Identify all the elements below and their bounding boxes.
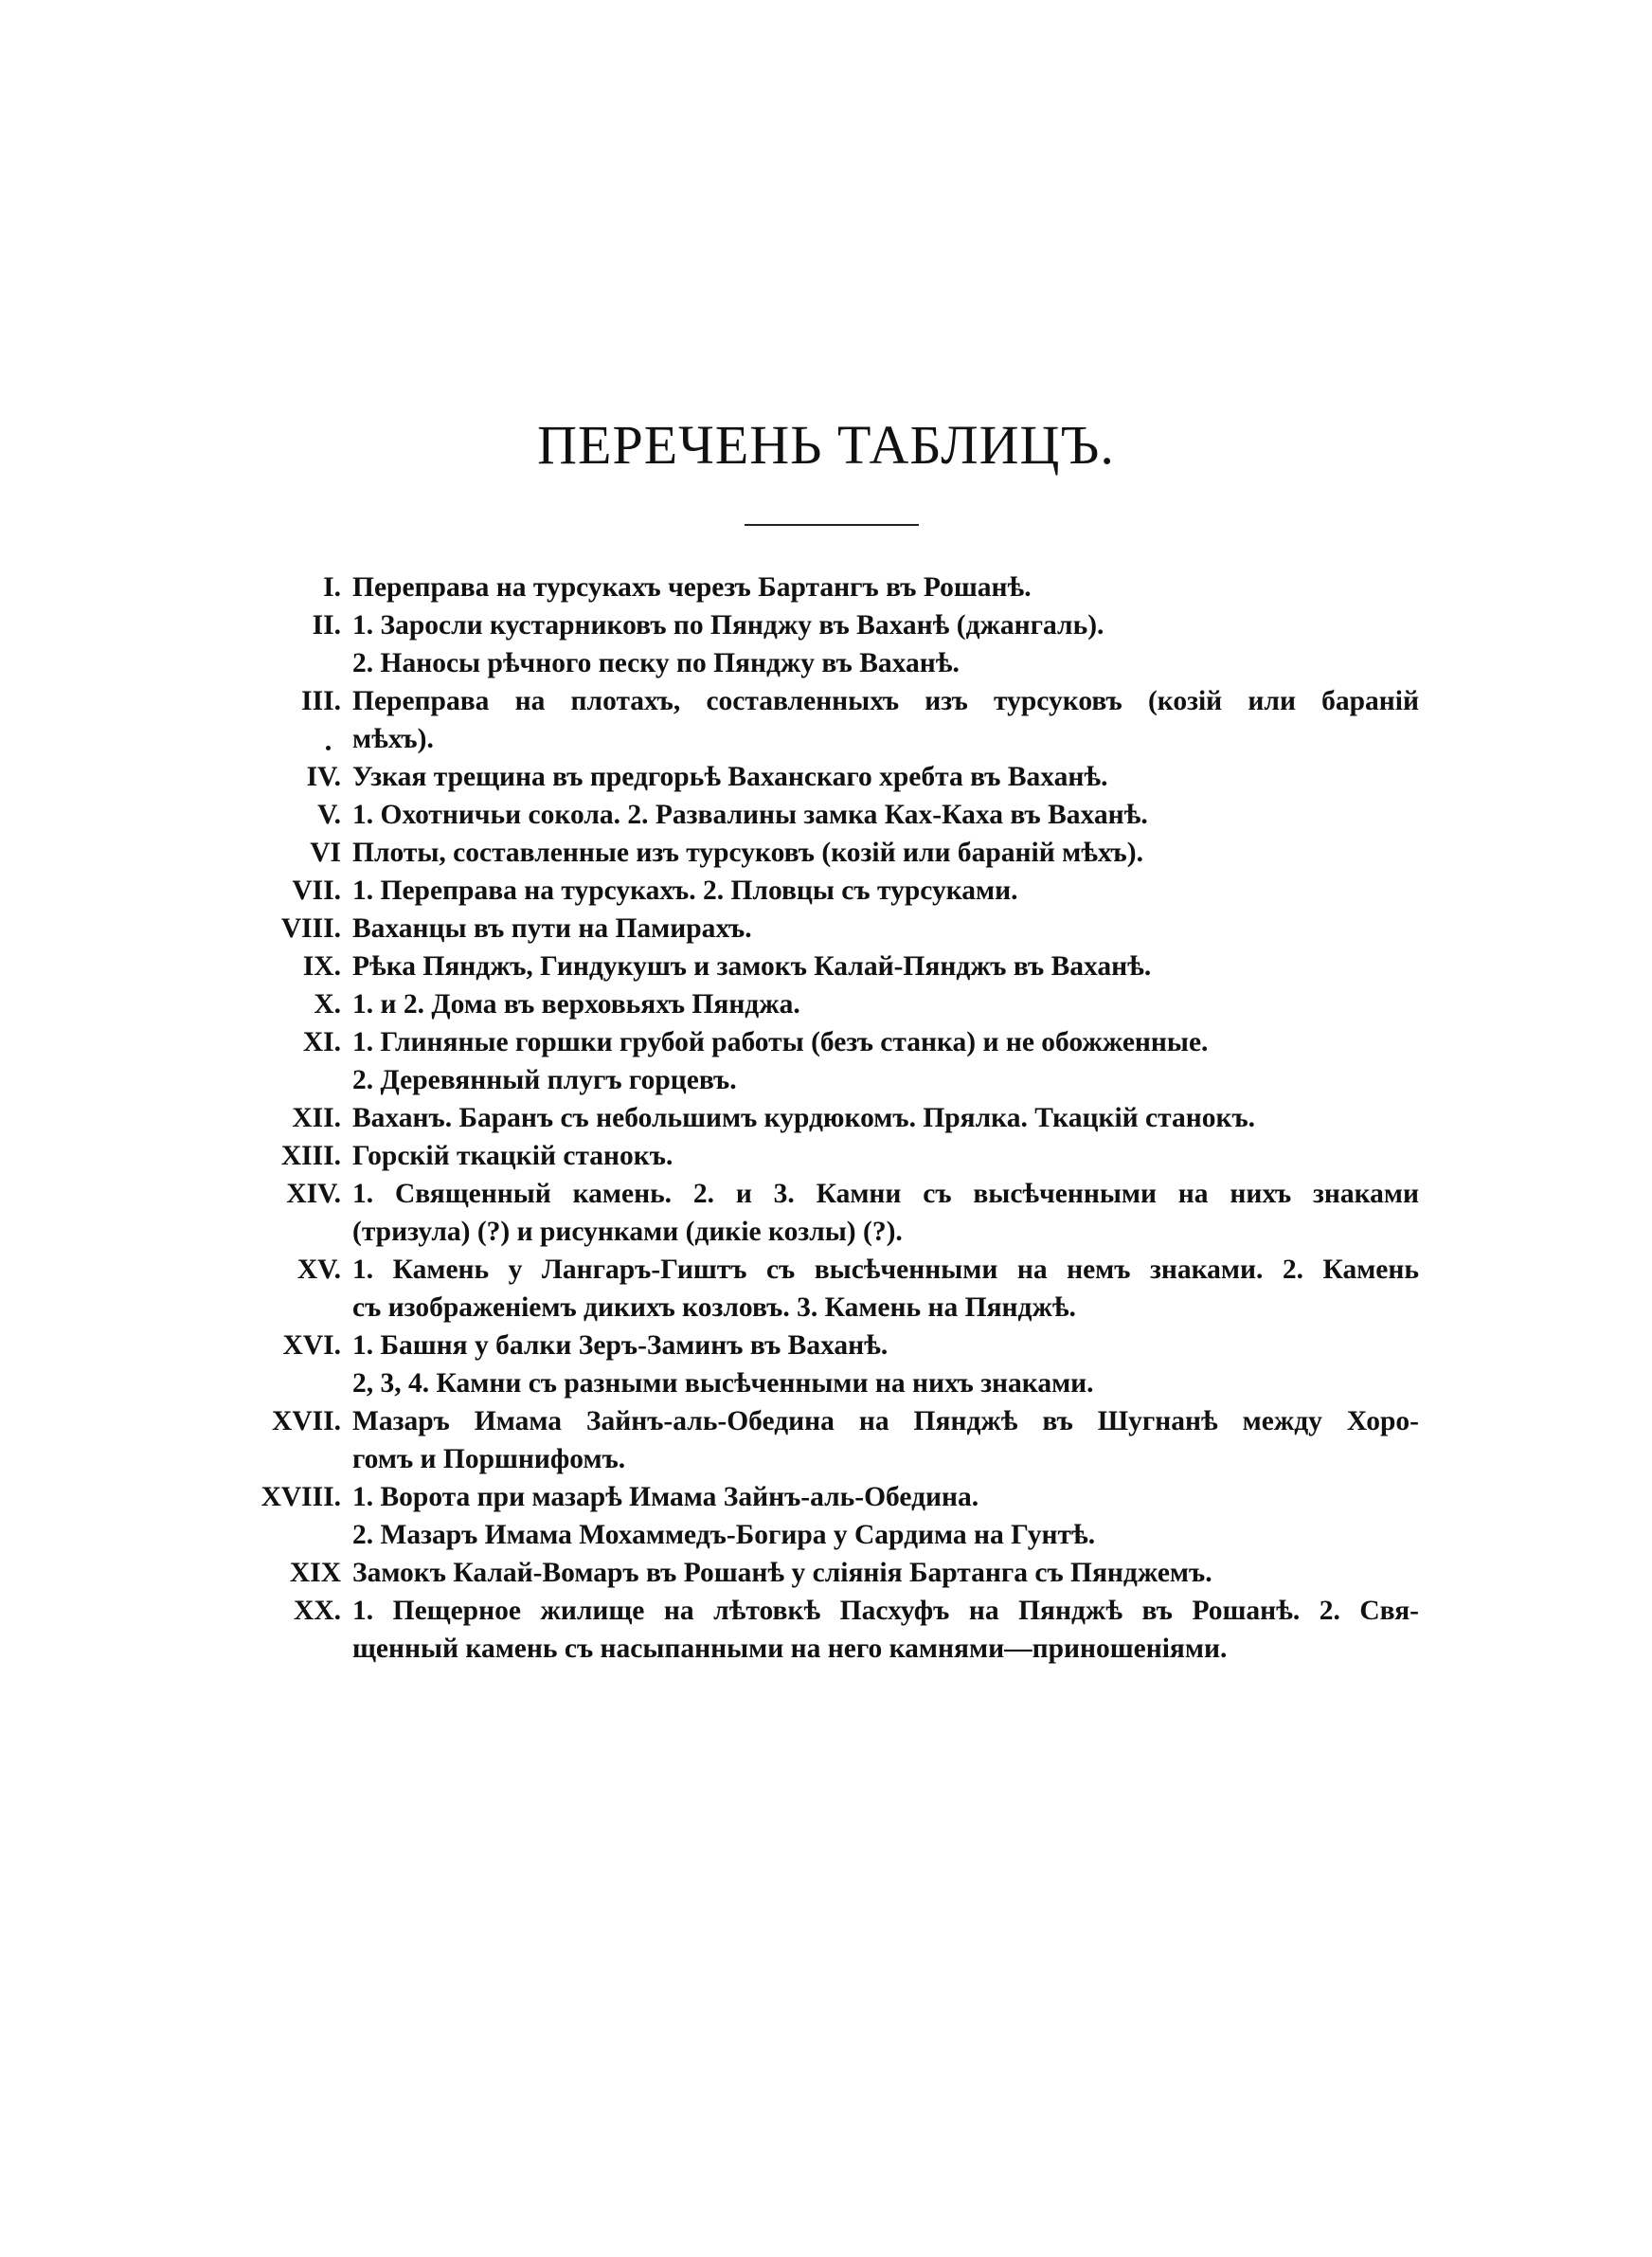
list-item: [0, 1364, 1652, 1402]
entry-text: 1. Охотничьи сокола. 2. Развалины замка Ках-Каха въ Ваханѣ.: [352, 800, 1148, 830]
list-item: [0, 569, 1652, 606]
list-item: [0, 1251, 1652, 1289]
entry-number: III.: [301, 686, 341, 716]
list-item: [0, 644, 1652, 682]
list-item: [0, 1630, 1652, 1668]
entry-text: съ изображеніемъ дикихъ козловъ. 3. Камень на Пянджѣ.: [352, 1292, 1076, 1323]
page-title: ПЕРЕЧЕНЬ ТАБЛИЦЪ.: [537, 414, 1115, 476]
list-item: [0, 1023, 1652, 1061]
entry-number: V.: [317, 800, 341, 830]
entry-number: XX.: [294, 1596, 341, 1626]
entry-text: щенный камень съ насыпанными на него камнями—приношеніями.: [352, 1634, 1228, 1664]
list-item: [0, 1175, 1652, 1213]
entry-text: 2. Деревянный плугъ горцевъ.: [352, 1065, 737, 1095]
entry-text: 2. Наносы рѣчного песку по Пянджу въ Ваханѣ.: [352, 648, 960, 678]
entry-number: I.: [323, 572, 341, 603]
entry-text: Мазаръ Имама Зайнъ-аль-Обедина на Пянджѣ въ Шугнанѣ между Хоро-: [352, 1406, 1419, 1436]
entry-text: 1. Священный камень. 2. и 3. Камни съ высѣченными на нихъ знаками: [352, 1179, 1419, 1209]
list-item: [0, 1099, 1652, 1137]
entry-number: II.: [312, 610, 341, 641]
entry-text: Замокъ Калай-Вомаръ въ Рошанѣ у сліянія Бартанга съ Пянджемъ.: [352, 1558, 1212, 1588]
entry-text: (тризула) (?) и рисунками (дикіе козлы) (?).: [352, 1217, 903, 1247]
entry-text: 1. Камень у Лангаръ-Гиштъ съ высѣченными на немъ знаками. 2. Камень: [352, 1255, 1419, 1285]
entry-number: XVII.: [272, 1406, 341, 1436]
list-item: [0, 1327, 1652, 1364]
list-item: [0, 720, 1652, 758]
entry-number: XIX: [289, 1558, 341, 1588]
entry-number: XII.: [292, 1103, 341, 1133]
list-item: [0, 834, 1652, 872]
entry-text: 2, 3, 4. Камни съ разными высѣченными на нихъ знаками.: [352, 1368, 1094, 1399]
entry-number: XIII.: [280, 1141, 341, 1171]
entry-number: XI.: [302, 1027, 341, 1057]
entry-number: VI: [310, 838, 341, 868]
entry-text: 1. Ворота при мазарѣ Имама Зайнъ-аль-Обедина.: [352, 1482, 979, 1512]
entry-text: Рѣка Пянджъ, Гиндукушъ и замокъ Калай-Пянджъ въ Ваханѣ.: [352, 951, 1152, 982]
list-item: [0, 1213, 1652, 1251]
entry-text: гомъ и Поршнифомъ.: [352, 1444, 626, 1474]
entry-text: Узкая трещина въ предгорьѣ Ваханскаго хребта въ Ваханѣ.: [352, 762, 1108, 792]
list-item: [0, 1061, 1652, 1099]
list-item: [0, 948, 1652, 985]
list-item: [0, 1516, 1652, 1554]
entry-text: мѣхъ).: [352, 724, 434, 754]
list-item: [0, 758, 1652, 796]
entry-text: 1. Глиняные горшки грубой работы (безъ станка) и не обожженные.: [352, 1027, 1209, 1057]
entry-text: Горскій ткацкій станокъ.: [352, 1141, 673, 1171]
entry-number: XIV.: [286, 1179, 341, 1209]
list-item: [0, 1402, 1652, 1440]
entry-text: Ваханъ. Баранъ съ небольшимъ курдюкомъ. Прялка. Ткацкій станокъ.: [352, 1103, 1256, 1133]
plates-list: [0, 569, 1652, 1668]
list-item: [0, 985, 1652, 1023]
list-item: [0, 796, 1652, 834]
entry-text: Плоты, составленные изъ турсуковъ (козій или бараній мѣхъ).: [352, 838, 1143, 868]
list-item: [0, 910, 1652, 948]
entry-text: Переправа на плотахъ, составленныхъ изъ турсуковъ (козiй или бараній: [352, 686, 1419, 716]
title-divider: [745, 524, 919, 526]
entry-text: 2. Мазаръ Имама Мохаммедъ-Богира у Сардима на Гунтѣ.: [352, 1520, 1096, 1550]
entry-number: VII.: [292, 876, 341, 906]
entry-number: VIII.: [280, 913, 341, 944]
entry-text: 1. Пещерное жилище на лѣтовкѣ Пасхуфъ на Пянджѣ въ Рошанѣ. 2. Свя-: [352, 1596, 1419, 1626]
entry-number: XV.: [296, 1255, 341, 1285]
list-item: [0, 1289, 1652, 1327]
list-item: [0, 1440, 1652, 1478]
list-item: [0, 1478, 1652, 1516]
list-item: [0, 1592, 1652, 1630]
list-item: [0, 1554, 1652, 1592]
list-item: [0, 872, 1652, 910]
entry-number: X.: [314, 989, 341, 1020]
list-item: [0, 606, 1652, 644]
entry-text: Ваханцы въ пути на Памирахъ.: [352, 913, 752, 944]
entry-text: 1. Переправа на турсукахъ. 2. Пловцы съ турсуками.: [352, 876, 1018, 906]
entry-number: XVIII.: [260, 1482, 341, 1512]
entry-text: 1. и 2. Дома въ верховьяхъ Пянджа.: [352, 989, 800, 1020]
entry-number: IV.: [306, 762, 341, 792]
list-item: [0, 682, 1652, 720]
entry-text: 1. Заросли кустарниковъ по Пянджу въ Ваханѣ (джангаль).: [352, 610, 1104, 641]
entry-number: IX.: [302, 951, 341, 982]
list-item: [0, 1137, 1652, 1175]
entry-text: 1. Башня у балки Зеръ-Заминъ въ Ваханѣ.: [352, 1330, 889, 1361]
stray-dot-mark: [326, 746, 331, 750]
entry-number: XVI.: [282, 1330, 341, 1361]
entry-text: Переправа на турсукахъ черезъ Бартангъ въ Рошанѣ.: [352, 572, 1032, 603]
